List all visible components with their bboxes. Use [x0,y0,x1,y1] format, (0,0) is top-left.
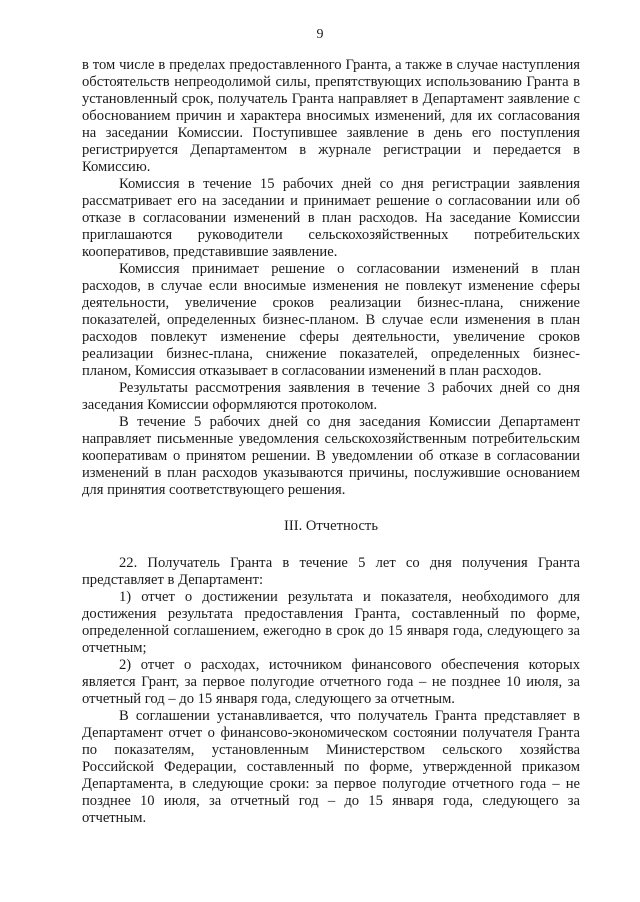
paragraph-agreement-report: В соглашении устанавливается, что получатель Гранта представляет в Департамент отчет о финансово-экономическом состоянии получателя Гранта по показателям, установленным Министерством сельского хозяйства Российской Федерации, составленный по форме, утвержденной приказом Департамента, в следующие сроки: за первое полугодие отчетного года – не позднее 10 июля, за отчетный год – до 15 января года, следующего за отчетным. [82,708,580,826]
paragraph-subitem-2: 2) отчет о расходах, источником финансового обеспечения которых является Грант, за первое полугодие отчетного года – не позднее 10 июля, за отчетный год – до 15 января года, следующего за отчетным. [82,657,580,707]
paragraph-commission-decision: Комиссия принимает решение о согласовании изменений в план расходов, в случае если вносимые изменения не повлекут изменение сферы деятельности, увеличение сроков реализации бизнес-плана, снижение показателей, определенных бизнес-планом. В случае если изменения в план расходов повлекут изменение сферы деятельности, увеличение сроков реализации бизнес-плана, снижение показателей, определенных бизнес-планом, Комиссия отказывает в согласовании изменений в план расходов. [82,261,580,379]
page-number: 9 [316,27,324,42]
paragraph-item-22: 22. Получатель Гранта в течение 5 лет со дня получения Гранта представляет в Департамент: [82,555,580,588]
paragraph-continuation: в том числе в пределах предоставленного Гранта, а также в случае наступления обстоятельств непреодолимой силы, препятствующих использованию Гранта в установленный срок, получатель Гранта направляет в Департамент заявление с обоснованием причин и характера вносимых изменений, для их согласования на заседании Комиссии. Поступившее заявление в день его поступления регистрируется Департаментом в журнале регистрации и передается в Комиссию. [82,57,580,175]
paragraph-commission-review: Комиссия в течение 15 рабочих дней со дня регистрации заявления рассматривает его на заседании и принимает решение о согласовании или об отказе в согласовании изменений в план расходов. На заседание Комиссии приглашаются руководители сельскохозяйственных потребительских кооперативов, представившие заявление. [82,176,580,260]
paragraph-subitem-1: 1) отчет о достижении результата и показателя, необходимого для достижения результата предоставления Гранта, составленный по форме, определенной соглашением, ежегодно в срок до 15 января года, следующего за отчетным; [82,589,580,656]
section-title: III. Отчетность [284,518,378,534]
paragraph-notification: В течение 5 рабочих дней со дня заседания Комиссии Департамент направляет письменные уведомления сельскохозяйственным потребительским кооперативам о принятом решении. В уведомлении об отказе в согласовании изменений в план расходов указываются причины, послужившие основанием для принятия соответствующего решения. [82,414,580,498]
paragraph-protocol: Результаты рассмотрения заявления в течение 3 рабочих дней со дня заседания Комиссии оформляются протоколом. [82,380,580,413]
document-body [82,57,580,827]
